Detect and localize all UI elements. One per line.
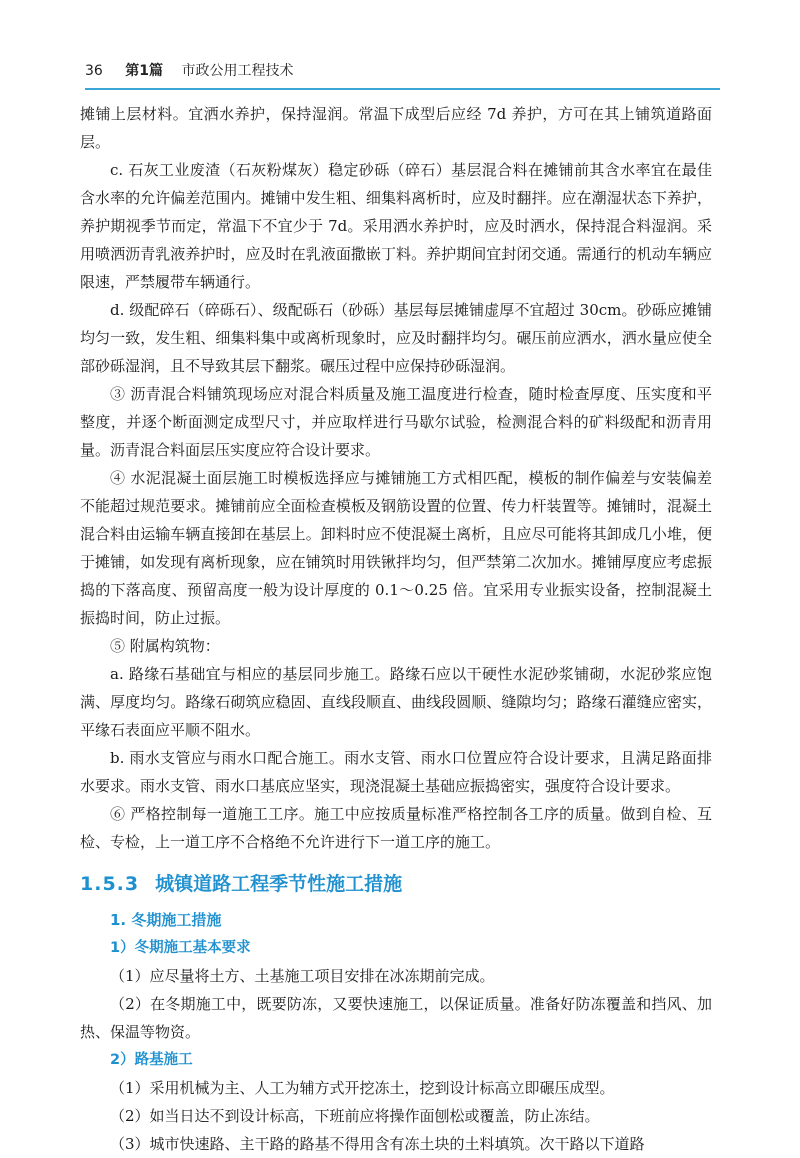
list-item: （1）应尽量将土方、土基施工项目安排在冰冻期前完成。 [110, 967, 495, 985]
paragraph: ④ 水泥混凝土面层施工时模板选择应与摊铺施工方式相匹配，模板的制作偏差与安装偏差不能超过规范要求。摊铺前应全面检查模板及钢筋设置的位置、传力杆装置等。摊铺时，混凝土混合料由运输车辆直接卸在基层上。卸料时应不使混凝土离析，且应尽可能将其卸成几小堆，便于摊铺，如发现有离析现象，应在铺筑时用铁锹拌均匀，但严禁第二次加水。摊铺厚度应考虑振捣的下落高度、预留高度一般为设计厚度的 0.1～0.25 倍。宜采用专业振实设备，控制混凝土振捣时间，防止过振。 [80, 469, 712, 627]
paragraph: ③ 沥青混合料铺筑现场应对混合料质量及施工温度进行检查，随时检查厚度、压实度和平整度，并逐个断面测定成型尺寸，并应取样进行马歇尔试验，检测混合料的矿料级配和沥青用量。沥青混合料面层压实度应符合设计要求。 [80, 385, 712, 459]
page-header [85, 60, 720, 80]
section-title: 城镇道路工程季节性施工措施 [155, 873, 403, 895]
paragraph: a. 路缘石基础宜与相应的基层同步施工。路缘石应以干硬性水泥砂浆铺砌，水泥砂浆应饱满、厚度均匀。路缘石砌筑应稳固、直线段顺直、曲线段圆顺、缝隙均匀；路缘石灌缝应密实，平缘石表面应平顺不阻水。 [80, 665, 712, 739]
paragraph: d. 级配碎石（碎砾石）、级配砾石（砂砾）基层每层摊铺虚厚不宜超过 30cm。砂砾应摊铺均匀一致，发生粗、细集料集中或离析现象时，应及时翻拌均匀。碾压前应洒水，洒水量应使全部砂砾湿润，且不导致其层下翻浆。碾压过程中应保持砂砾湿润。 [80, 301, 712, 375]
paragraph: b. 雨水支管应与雨水口配合施工。雨水支管、雨水口位置应符合设计要求，且满足路面排水要求。雨水支管、雨水口基底应坚实，现浇混凝土基础应振捣密实，强度符合设计要求。 [80, 749, 712, 795]
chapter-label: 第1篇 [125, 63, 164, 79]
subsubsection-heading: 1）冬期施工基本要求 [110, 940, 251, 956]
list-item: （3）城市快速路、主干路的路基不得用含有冻土块的土料填筑。次干路以下道路 [110, 1135, 645, 1153]
chapter-title: 市政公用工程技术 [181, 63, 294, 79]
header-divider [85, 88, 720, 90]
paragraph: ⑤ 附属构筑物： [110, 637, 220, 655]
page-body [80, 100, 712, 1158]
paragraph: 摊铺上层材料。宜洒水养护，保持湿润。常温下成型后应经 7d 养护，方可在其上铺筑道路面层。 [80, 105, 712, 151]
list-item: （2）在冬期施工中，既要防冻，又要快速施工，以保证质量。准备好防冻覆盖和挡风、加热、保温等物资。 [80, 995, 712, 1041]
paragraph: ⑥ 严格控制每一道施工工序。施工中应按质量标准严格控制各工序的质量。做到自检、互检、专检，上一道工序不合格绝不允许进行下一道工序的施工。 [80, 805, 712, 851]
section-number: 1.5.3 [80, 873, 140, 895]
list-item: （2）如当日达不到设计标高，下班前应将操作面刨松或覆盖，防止冻结。 [110, 1107, 600, 1125]
list-item: （1）采用机械为主、人工为辅方式开挖冻土，挖到设计标高立即碾压成型。 [110, 1079, 615, 1097]
section-heading [80, 870, 712, 898]
subsection-heading: 1. 冬期施工措施 [110, 911, 222, 929]
subsubsection-heading: 2）路基施工 [110, 1052, 193, 1068]
page-number: 36 [85, 63, 103, 79]
paragraph: c. 石灰工业废渣（石灰粉煤灰）稳定砂砾（碎石）基层混合料在摊铺前其含水率宜在最佳含水率的允许偏差范围内。摊铺中发生粗、细集料离析时，应及时翻拌。应在潮湿状态下养护，养护期视季节而定，常温下不宜少于 7d。采用洒水养护时，应及时洒水，保持混合料湿润。采用喷洒沥青乳液养护时，应及时在乳液面撒嵌丁料。养护期间宜封闭交通。需通行的机动车辆应限速，严禁履带车辆通行。 [80, 161, 712, 291]
